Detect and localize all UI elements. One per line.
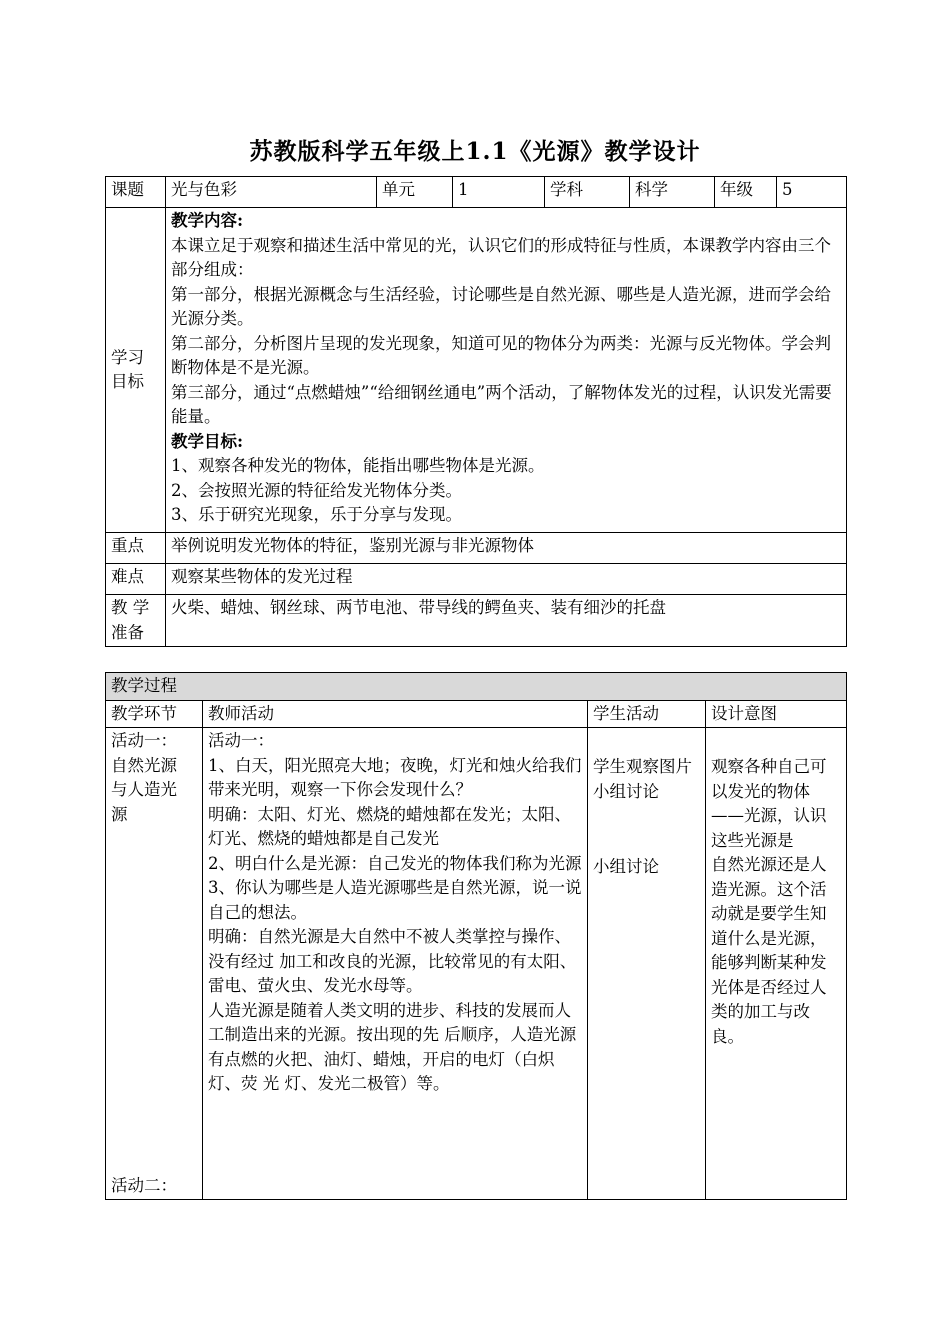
- content-paragraph: 第二部分，分析图片呈现的发光现象，知道可见的物体分为两类：光源与反光物体。学会判断物体是不是光源。: [171, 333, 831, 377]
- goal-item: 3、乐于研究光现象，乐于分享与发现。: [171, 505, 462, 524]
- discipline-value: 科学: [630, 177, 715, 208]
- content-heading: 教学内容:: [171, 211, 244, 230]
- column-header: 教学环节: [106, 700, 203, 728]
- student-activity-cell: 学生观察图片小组讨论 小组讨论: [588, 728, 706, 1200]
- goal-item: 2、会按照光源的特征给发光物体分类。: [171, 480, 462, 500]
- teaching-process-table: [105, 672, 847, 1200]
- unit-value: 1: [453, 177, 545, 208]
- content-paragraph: 第一部分，根据光源概念与生活经验，讨论哪些是自然光源、哪些是人造光源，进而学会给光源分类。: [171, 284, 831, 328]
- difficulty-label: 难点: [106, 564, 166, 595]
- column-header: 学生活动: [588, 700, 706, 728]
- column-header: 教师活动: [203, 700, 588, 728]
- lesson-info-table: [105, 176, 847, 647]
- key-point-label: 重点: [106, 533, 166, 564]
- preparation-value: 火柴、蜡烛、钢丝球、两节电池、带导线的鳄鱼夹、装有细沙的托盘: [166, 595, 847, 647]
- document-title: 苏教版科学五年级上1.1《光源》教学设计: [249, 138, 701, 165]
- key-point-value: 举例说明发光物体的特征，鉴别光源与非光源物体: [166, 533, 847, 564]
- difficulty-value: 观察某些物体的发光过程: [166, 564, 847, 595]
- subject-value: 光与色彩: [166, 177, 377, 208]
- stage-name: 活动一：: [111, 731, 177, 750]
- content-paragraph: 第三部分，通过“点燃蜡烛”“给细钢丝通电”两个活动，了解物体发光的过程，认识发光需要能量。: [171, 382, 832, 426]
- goal-item: 1、观察各种发光的物体，能指出哪些物体是光源。: [171, 456, 545, 475]
- grade-label: 年级: [715, 177, 777, 208]
- design-intent-cell: 观察各种自己可以发光的物体——光源，认识这些光源是 自然光源还是人造光源。这个活动就是要学生知道什么是光源，能够判断某种发光体是否经过人类的加工与改良。: [706, 728, 847, 1200]
- column-header: 设计意图: [706, 700, 847, 728]
- teacher-activity-cell: 活动一： 1、白天，阳光照亮大地；夜晚，灯光和烛火给我们带来光明，观察一下你会发现什么？ 明确：太阳、灯光、燃烧的蜡烛都在发光；太阳、灯光、燃烧的蜡烛都是自己发光 2、明白什么是光源：自己发光的物体我们称为光源 3、你认为哪些是人造光源哪些是自然光源，说一说自己的想法。 明确：自然光源是大自然中不被人类掌控与操作、没有经过 加工和改良的光源，比较常见的有太阳、雷电、萤火虫、发光水母等。 人造光源是随着人类文明的进步、科技的发展而人工制造出来的光源。按出现的先 后顺序，人造光源有点燃的火把、油灯、蜡烛，开启的电灯（白炽灯、荧 光 灯、发光二极管）等。: [203, 728, 588, 1200]
- process-header: 教学过程: [106, 673, 847, 701]
- grade-value: 5: [777, 177, 847, 208]
- subject-label: 课题: [106, 177, 166, 208]
- preparation-label: 教 学 准备: [106, 595, 166, 647]
- objectives-content: [166, 208, 847, 533]
- goals-heading: 教学目标:: [171, 431, 244, 451]
- content-paragraph: 本课立足于观察和描述生活中常见的光，认识它们的形成特征与性质，本课教学内容由三个部分组成：: [171, 235, 831, 279]
- objectives-label: 学习 目标: [106, 208, 166, 533]
- unit-label: 单元: [377, 177, 453, 208]
- stage-cell: 活动一： 自然光源 与人造光 源 活动二：: [106, 728, 203, 1200]
- discipline-label: 学科: [545, 177, 630, 208]
- next-stage-name: 活动二：: [111, 1175, 177, 1195]
